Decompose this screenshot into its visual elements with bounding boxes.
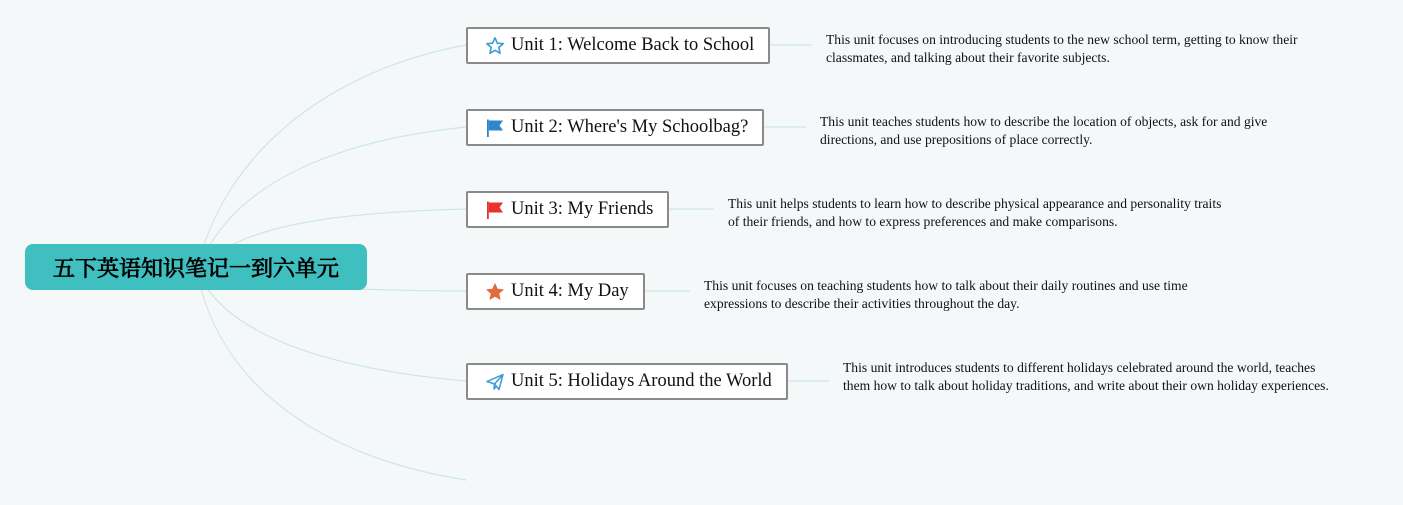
paper-plane-icon — [485, 372, 505, 392]
orange-star-icon — [485, 282, 505, 302]
unit-5-node[interactable] — [466, 363, 788, 400]
unit-5-label: Unit 5: Holidays Around the World — [511, 371, 772, 391]
unit-3-node[interactable] — [466, 191, 669, 228]
star-outline-icon — [485, 36, 505, 56]
root-topic-title: 五下英语知识笔记一到六单元 — [52, 256, 339, 282]
unit-4-label: Unit 4: My Day — [511, 281, 629, 301]
unit-2-label: Unit 2: Where's My Schoolbag? — [511, 117, 749, 137]
unit-4-node[interactable] — [466, 273, 645, 310]
red-flag-icon — [485, 200, 505, 220]
connector-unit-5 — [205, 285, 466, 381]
unit-1-label: Unit 1: Welcome Back to School — [511, 35, 755, 55]
unit-3-description: This unit helps students to learn how to describe physical appearance and personality traits of their friends, and how to express preferences and make comparisons. — [728, 196, 1222, 229]
root-topic[interactable] — [25, 244, 367, 290]
unit-2-node[interactable] — [466, 109, 764, 146]
blue-flag-icon — [485, 118, 505, 138]
unit-5-description: This unit introduces students to different holidays celebrated around the world, teaches them how to talk about holiday traditions, and write about their own holiday experiences. — [843, 360, 1329, 393]
unit-2-description: This unit teaches students how to describe the location of objects, ask for and give directions, and use prepositions of place correctly. — [820, 114, 1268, 147]
unit-1-node[interactable] — [466, 27, 770, 64]
connector-unit-6 — [200, 285, 466, 480]
connector-unit-1 — [200, 45, 466, 258]
unit-4-description: This unit focuses on teaching students how to talk about their daily routines and use time expressions to describe their activities throughout the day. — [704, 278, 1188, 311]
unit-1-description: This unit focuses on introducing students to the new school term, getting to know their classmates, and talking about their favorite subjects. — [826, 32, 1298, 65]
unit-3-label: Unit 3: My Friends — [511, 199, 654, 219]
connector-unit-2 — [203, 127, 466, 258]
